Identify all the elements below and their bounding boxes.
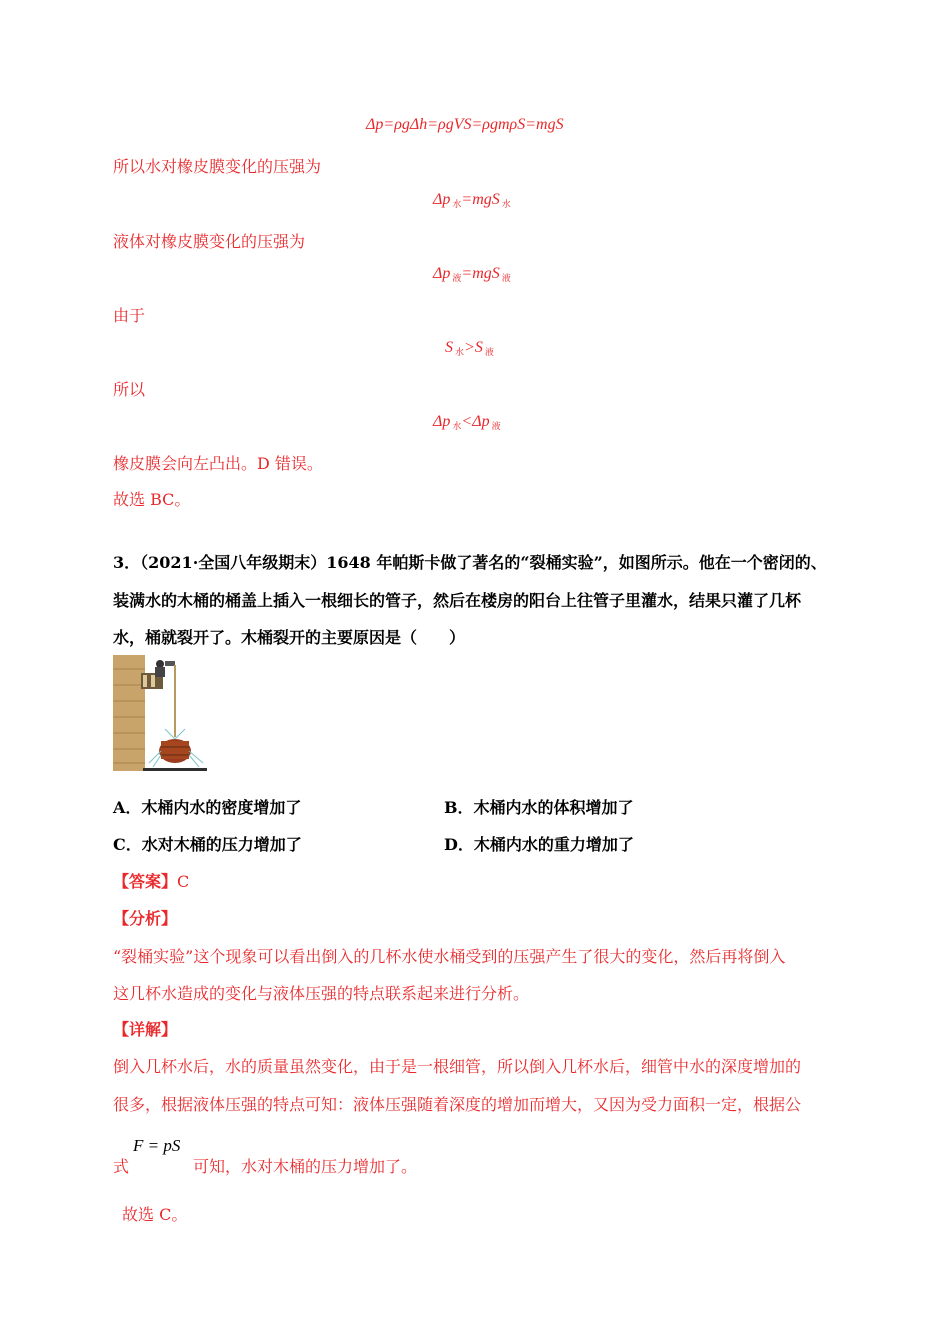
detail-line-3: 式 可知，水对木桶的压力增加了。: [113, 1157, 418, 1176]
text-water-pressure-intro: 所以水对橡皮膜变化的压强为: [113, 157, 322, 176]
formula-delta-p-liquid: Δp $_液$=mgS $_液$: [433, 265, 511, 283]
question-line-3: 水，桶就裂开了。木桶裂开的主要原因是（ ）: [113, 628, 466, 647]
barrel-experiment-image: [113, 655, 207, 773]
analysis-tag: 【分析】: [113, 909, 178, 928]
text-because: 由于: [113, 306, 146, 325]
analysis-line-2: 这几杯水造成的变化与液体压强的特点联系起来进行分析。: [113, 984, 530, 1003]
detail-line-2: 很多，根据液体压强的特点可知：液体压强随着深度的增加而增大，又因为受力面积一定，根据公: [113, 1095, 802, 1114]
question-line-2: 装满水的木桶的桶盖上插入一根细长的管子，然后在楼房的阳台上往管子里灌水，结果只灌了几杯: [113, 591, 802, 610]
answer-value: C: [177, 872, 190, 891]
text-therefore: 所以: [113, 380, 146, 399]
option-d[interactable]: D．木桶内水的重力增加了: [444, 835, 634, 854]
formula-area-compare: S $_水$>S $_液$: [445, 339, 494, 357]
question-line-1: 3．（2021·全国八年级期末）1648 年帕斯卡做了著名的“裂桶实验”，如图所示。他在一个密闭的、: [113, 553, 827, 572]
analysis-line-1: “裂桶实验”这个现象可以看出倒入的几杯水使水桶受到的压强产生了很大的变化，然后再将倒入: [113, 947, 786, 966]
option-b[interactable]: B．木桶内水的体积增加了: [444, 798, 634, 817]
text-conclusion-d: 橡皮膜会向左凸出。D 错误。: [113, 454, 323, 473]
text-choose-bc: 故选 BC。: [113, 490, 191, 509]
option-a[interactable]: A．木桶内水的密度增加了: [113, 798, 302, 817]
text-liquid-pressure-intro: 液体对橡皮膜变化的压强为: [113, 232, 306, 251]
formula-delta-p-compare: Δp $_水$<Δp $_液$: [433, 413, 501, 431]
option-c[interactable]: C．水对木桶的压力增加了: [113, 835, 302, 854]
formula-pressure-change: Δp=ρgΔh=ρgVS=ρgmρS=mgS: [366, 116, 564, 133]
answer-tag: 【答案】: [113, 872, 178, 891]
formula-delta-p-water: Δp $_水$=mgS $_水$: [433, 191, 511, 209]
formula-force: F = pS: [133, 1136, 181, 1155]
answer-row: [113, 869, 189, 892]
final-choice: 故选 C。: [122, 1205, 188, 1224]
detail-tag: 【详解】: [113, 1020, 178, 1039]
detail-line-1: 倒入几杯水后，水的质量虽然变化，由于是一根细管，所以倒入几杯水后，细管中水的深度增加的: [113, 1057, 802, 1076]
